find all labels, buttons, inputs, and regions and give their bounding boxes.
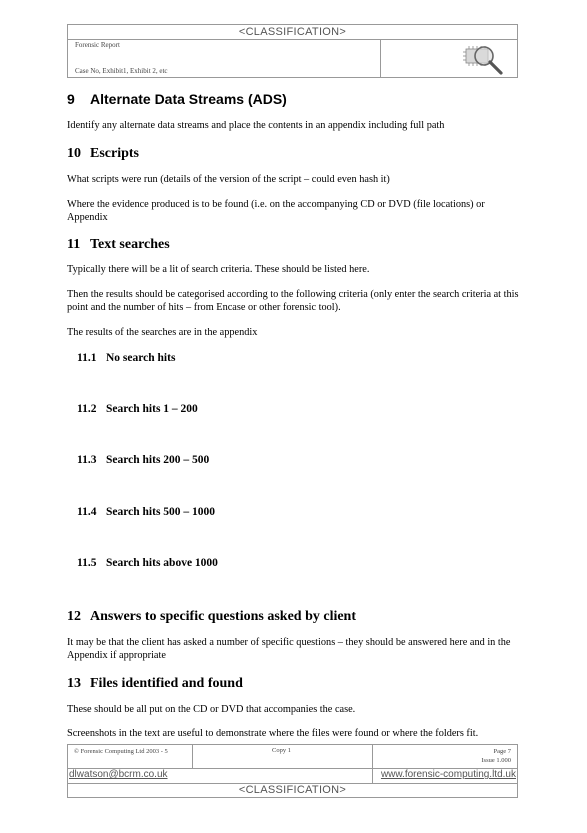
subsection-number: 11.4: [77, 506, 97, 518]
magnifier-chip-icon: [460, 41, 506, 77]
website-link[interactable]: www.forensic-computing.ltd.uk: [380, 769, 516, 780]
section-11-heading: [67, 237, 170, 253]
subsection-heading: [77, 557, 218, 569]
paragraph: Typically there will be a lit of search criteria. These should be listed here.: [67, 264, 370, 275]
page-header: [67, 24, 518, 78]
footer-copyright-cell: [68, 745, 193, 768]
section-number: 12: [67, 609, 81, 624]
case-info-label: Case No, Exhibit1, Exhibit 2, etc: [75, 67, 168, 75]
section-title: Escripts: [90, 146, 139, 161]
subsection-heading: [77, 352, 175, 364]
section-title: Alternate Data Streams (ADS): [90, 91, 287, 107]
section-number: 11: [67, 237, 81, 252]
paragraph: Where the evidence produced is to be found (i.e. on the accompanying CD or DVD (file locations) or Appendix: [67, 199, 485, 223]
page-number: Page 7: [493, 748, 511, 755]
issue-number: Issue 1.000: [481, 757, 511, 764]
footer-links-row: [68, 768, 517, 784]
subsection-number: 11.1: [77, 352, 97, 364]
footer-copy-cell: [192, 745, 373, 768]
divider: [372, 768, 373, 783]
section-title: Answers to specific questions asked by client: [90, 609, 357, 624]
paragraph: These should be all put on the CD or DVD that accompanies the case.: [67, 704, 356, 715]
section-12-heading: [67, 609, 356, 625]
section-title: Files identified and found: [90, 676, 243, 691]
paragraph: Identify any alternate data streams and place the contents in an appendix including full path: [67, 120, 445, 131]
footer-classification: <CLASSIFICATION>: [238, 784, 347, 796]
copy-label: Copy 1: [272, 747, 291, 754]
subsection-heading: [77, 506, 215, 518]
paragraph: The results of the searches are in the appendix: [67, 327, 258, 338]
section-10-heading: [67, 146, 139, 162]
paragraph: It may be that the client has asked a number of specific questions – they should be answered here and in the Appendix if appropriate: [67, 637, 511, 661]
subsection-title: Search hits 500 – 1000: [106, 506, 216, 518]
subsection-number: 11.2: [77, 403, 97, 415]
section-9-heading: [67, 91, 287, 107]
subsection-title: Search hits above 1000: [106, 557, 218, 569]
email-link[interactable]: dlwatson@bcrm.co.uk: [69, 769, 168, 780]
section-number: 10: [67, 146, 81, 161]
subsection-heading: [77, 403, 198, 415]
subsection-heading: [77, 454, 209, 466]
subsection-title: Search hits 200 – 500: [106, 454, 210, 466]
header-info: [68, 39, 381, 77]
section-number: 13: [67, 676, 81, 691]
subsection-title: No search hits: [106, 352, 176, 364]
subsection-number: 11.5: [77, 557, 97, 569]
page-footer: [67, 744, 518, 798]
section-title: Text searches: [90, 237, 170, 252]
paragraph: Then the results should be categorised according to the following criteria (only enter the search criteria at this point and the number of hits – from Encase or other forensic tool).: [67, 289, 519, 313]
paragraph: Screenshots in the text are useful to demonstrate where the files were found or where the folders fit.: [67, 728, 479, 739]
paragraph: What scripts were run (details of the version of the script – could even hash it): [67, 174, 390, 185]
subsection-title: Search hits 1 – 200: [106, 403, 198, 415]
footer-meta-row: [68, 745, 517, 769]
subsection-number: 11.3: [77, 454, 97, 466]
section-13-heading: [67, 676, 243, 692]
doc-type-label: Forensic Report: [75, 41, 120, 49]
header-classification: <CLASSIFICATION>: [68, 25, 517, 40]
section-number: 9: [67, 91, 75, 107]
copyright-label: © Forensic Computing Ltd 2003 - 5: [74, 748, 168, 755]
